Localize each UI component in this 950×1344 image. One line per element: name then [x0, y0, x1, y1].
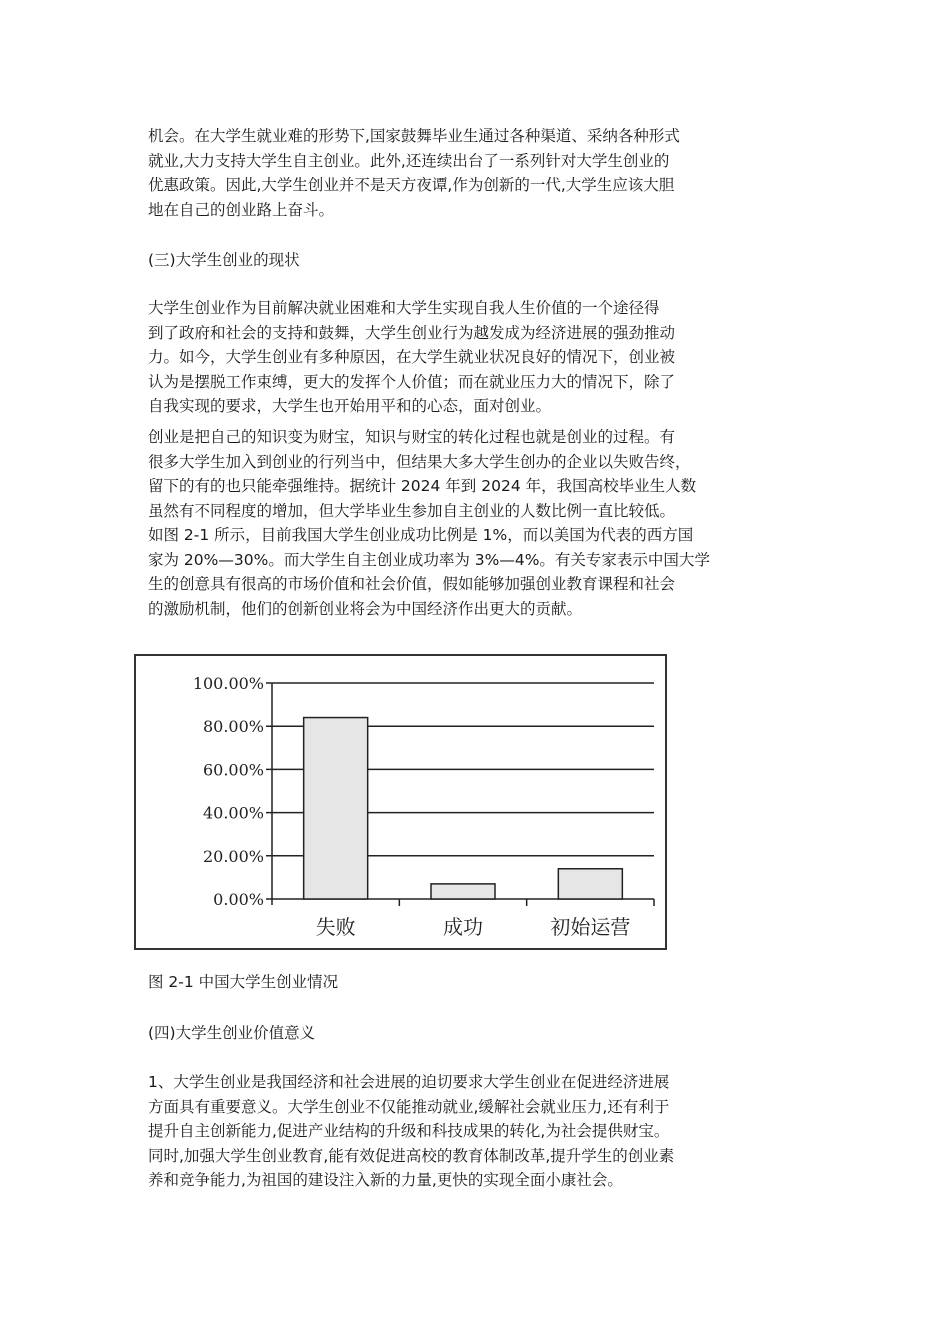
- text-line: 自我实现的要求，大学生也开始用平和的心态，面对创业。: [148, 397, 552, 415]
- x-category-label: 失败: [315, 915, 356, 939]
- section-heading-status: (三)大学生创业的现状: [148, 251, 300, 269]
- text-line: 创业是把自己的知识变为财宝，知识与财宝的转化过程也就是创业的过程。有: [148, 428, 676, 446]
- bar-3: [558, 869, 622, 899]
- text-line: 虽然有不同程度的增加，但大学毕业生参加自主创业的人数比例一直比较低。: [148, 501, 676, 520]
- paragraph-statistics: [148, 425, 816, 621]
- paragraph-value-meaning: [148, 1070, 816, 1193]
- text-line: 家为 20%—30%。而大学生自主创业成功率为 3%—4%。有关专家表示中国大学: [148, 550, 710, 569]
- text-line: 生的创意具有很高的市场价值和社会价值，假如能够加强创业教育课程和社会: [148, 575, 676, 593]
- text-line: 的激励机制，他们的创新创业将会为中国经济作出更大的贡献。: [148, 599, 583, 618]
- figure-caption: 图 2-1 中国大学生创业情况: [148, 973, 339, 991]
- text-line: 就业,大力支持大学生自主创业。此外,还连续出台了一系列针对大学生创业的: [148, 151, 670, 170]
- text-line: 如图 2-1 所示，目前我国大学生创业成功比例是 1%，而以美国为代表的西方国: [148, 526, 694, 544]
- x-category-label: 成功: [443, 915, 483, 939]
- chart-svg: [136, 656, 665, 948]
- y-tick-label: 100.00%: [192, 674, 264, 693]
- bar-chart: [134, 654, 667, 950]
- text-line: 提升自主创新能力,促进产业结构的升级和科技成果的转化,为社会提供财宝。: [148, 1122, 670, 1140]
- text-line: 方面具有重要意义。大学生创业不仅能推动就业,缓解社会就业压力,还有利于: [148, 1097, 670, 1116]
- y-tick-label: 80.00%: [202, 717, 264, 737]
- text-line: 很多大学生加入到创业的行列当中，但结果大多大学生创办的企业以失败告终，: [148, 452, 691, 471]
- text-line: 1、大学生创业是我国经济和社会进展的迫切要求大学生创业在促进经济进展: [148, 1073, 670, 1091]
- text-line: 大学生创业作为目前解决就业困难和大学生实现自我人生价值的一个途径得: [148, 299, 660, 317]
- x-category-label: 初始运营: [550, 915, 631, 939]
- bar-2: [431, 884, 495, 899]
- text-line: 到了政府和社会的支持和鼓舞，大学生创业行为越发成为经济进展的强劲推动: [148, 323, 676, 342]
- y-tick-label: 60.00%: [202, 760, 264, 780]
- paragraph-opportunity: [148, 124, 816, 222]
- section-heading-value: (四)大学生创业价值意义: [148, 1024, 316, 1042]
- bar-1: [304, 718, 368, 899]
- y-tick-label: 0.00%: [213, 890, 264, 909]
- text-line: 认为是摆脱工作束缚，更大的发挥个人价值；而在就业压力大的情况下，除了: [148, 372, 676, 391]
- text-line: 留下的有的也只能牵强维持。据统计 2024 年到 2024 年，我国高校毕业生人数: [148, 477, 697, 495]
- y-tick-label: 40.00%: [202, 803, 264, 823]
- text-line: 优惠政策。因此,大学生创业并不是天方夜谭,作为创新的一代,大学生应该大胆: [148, 176, 675, 194]
- text-line: 养和竞争能力,为祖国的建设注入新的力量,更快的实现全面小康社会。: [148, 1171, 623, 1189]
- y-tick-label: 20.00%: [202, 846, 264, 866]
- text-line: 同时,加强大学生创业教育,能有效促进高校的教育体制改革,提升学生的创业素: [148, 1146, 675, 1165]
- text-line: 力。如今，大学生创业有多种原因，在大学生就业状况良好的情况下，创业被: [148, 348, 676, 366]
- paragraph-status-intro: [148, 296, 816, 419]
- text-line: 机会。在大学生就业难的形势下,国家鼓舞毕业生通过各种渠道、采纳各种形式: [148, 127, 680, 145]
- text-line: 地在自己的创业路上奋斗。: [148, 200, 335, 219]
